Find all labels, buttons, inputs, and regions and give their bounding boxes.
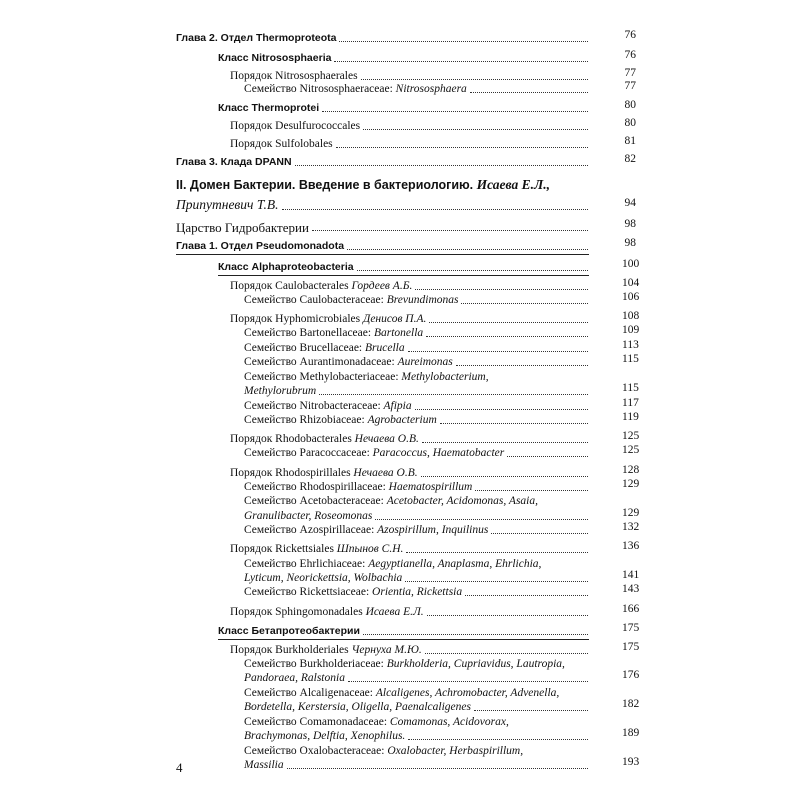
toc-leader-dots: [491, 533, 588, 534]
toc-entry-text: Порядок Sulfolobales: [230, 138, 333, 150]
toc-entry-text: Класс Thermoprotei: [218, 102, 320, 114]
toc-leader-dots: [474, 710, 588, 711]
toc-entry-text: Порядок Burkholderiales: [230, 644, 352, 656]
toc-entry-text: Порядок Rickettsiales: [230, 543, 337, 555]
toc-entry-italic-text: Гордеев А.Б.: [351, 280, 413, 292]
toc-entry-text: Порядок Sphingomonadales: [230, 606, 366, 618]
toc-entry-label: [244, 414, 437, 427]
toc-leader-dots: [348, 681, 588, 682]
toc-entry: [218, 98, 588, 115]
toc-page-number: 175: [622, 622, 640, 634]
toc-page-number: 119: [622, 411, 639, 423]
toc-entry-text: Порядок Nitrososphaerales: [230, 70, 358, 82]
toc-entry-label: [244, 759, 284, 772]
toc-entry-text: Семейство Comamonadaceae:: [244, 716, 390, 728]
toc-leader-dots: [339, 41, 588, 42]
toc-entry-italic-text: Brachymonas, Delftia, Xenophilus.: [244, 730, 406, 742]
toc-entry-text: Семейство Nitrososphaeraceae:: [244, 83, 396, 95]
toc-entry: [176, 152, 588, 169]
toc-leader-dots: [312, 230, 588, 231]
toc-entry-text: Семейство Brucellaceae:: [244, 342, 365, 354]
toc-entry-italic-text: Bordetella, Kerstersia, Oligella, Paenalcaligenes: [244, 701, 471, 713]
toc-entry: [244, 520, 588, 537]
toc-entry-italic-text: Brevundimonas: [386, 294, 459, 306]
toc-entry: [176, 28, 588, 45]
toc-page-number: 182: [622, 698, 640, 710]
toc-entry: [218, 257, 588, 274]
toc-entry: [176, 196, 588, 213]
toc-leader-dots: [440, 423, 588, 424]
toc-entry-italic-text: Haematospirillum: [388, 481, 473, 493]
toc-page-number: 106: [622, 291, 640, 303]
toc-leader-dots: [408, 739, 588, 740]
toc-page-number: 143: [622, 583, 640, 595]
toc-entry: [244, 290, 588, 307]
toc-entry-italic-text: Pandoraea, Ralstonia: [244, 672, 345, 684]
toc-page-number: 100: [622, 258, 640, 270]
toc-entry-text: Порядок Caulobacterales: [230, 280, 352, 292]
toc-entry-text: Порядок Hyphomicrobiales: [230, 313, 363, 325]
toc-page-number: 76: [624, 29, 636, 41]
toc-entry-italic-text: Acetobacter, Acidomonas, Asaia,: [386, 495, 538, 507]
toc-page-number: 129: [622, 507, 640, 519]
toc-leader-dots: [347, 249, 588, 250]
toc-entry-text: Семейство Alcaligenaceae:: [244, 687, 376, 699]
toc-entry-text: II. Домен Бактерии. Введение в бактериологию.: [176, 178, 477, 192]
toc-entry-italic-text: Methylorubrum: [244, 385, 317, 397]
toc-entry-label: [176, 221, 309, 234]
toc-entry-text: Семейство Rhodospirillaceae:: [244, 481, 389, 493]
toc-entry: [176, 236, 588, 253]
toc-leader-dots: [319, 394, 588, 395]
toc-entry: [244, 443, 588, 460]
toc-page-number: 80: [624, 99, 636, 111]
toc-entry: [218, 621, 588, 638]
toc-entry-italic-text: Agrobacterium: [367, 414, 437, 426]
toc-entry-label: [218, 261, 354, 274]
toc-entry-italic-text: Исаева Е.Л.,: [476, 177, 550, 192]
toc-entry-italic-text: Massilia: [244, 759, 284, 771]
toc-entry-text: Порядок Desulfurococcales: [230, 120, 361, 132]
toc-leader-dots: [287, 768, 588, 769]
toc-entry-label: [244, 586, 462, 599]
toc-entry-label: [218, 102, 319, 115]
toc-entry-label: [244, 524, 488, 537]
toc-entry-label: [176, 32, 336, 45]
toc-entry: [244, 410, 588, 427]
toc-entry-label: [244, 83, 467, 96]
toc-entry-text: Класс Nitrososphaeria: [218, 52, 332, 64]
toc-page-number: 193: [622, 756, 640, 768]
toc-page-number: 141: [622, 569, 640, 581]
toc-entry-text: Семейство Methylobacteriaceae:: [244, 371, 402, 383]
toc-entry-italic-text: Нечаева О.В.: [353, 467, 418, 479]
toc-leader-dots: [336, 147, 588, 148]
toc-entry-text: Глава 3. Клада DPANN: [176, 156, 292, 168]
toc-entry-label: [176, 240, 344, 253]
toc-page-number: 175: [622, 641, 640, 653]
toc-entry-text: Семейство Rickettsiaceae:: [244, 586, 373, 598]
toc-entry-italic-text: Azospirillum, Inquilinus: [377, 524, 489, 536]
toc-entry-label: [218, 625, 360, 638]
toc-entry-text: Класс Бетапротеобактерии: [218, 625, 360, 637]
toc-page-number: 104: [622, 277, 640, 289]
toc-entry-italic-text: Припутневич Т.В.: [176, 197, 279, 212]
toc-entry-italic-text: Oxalobacter, Herbaspirillum,: [387, 745, 524, 757]
toc-page-number: 76: [624, 49, 636, 61]
toc-entry-italic-text: Bartonella: [373, 327, 424, 339]
toc-entry-italic-text: Шпынов С.Н.: [336, 543, 404, 555]
toc-entry-text: Порядок Rhodobacterales: [230, 433, 355, 445]
toc-entry-text: Семейство Burkholderiaceae:: [244, 658, 387, 670]
toc-entry-italic-text: Afipia: [383, 400, 412, 412]
toc-leader-dots: [507, 456, 588, 457]
toc-entry-text: Семейство Rhizobiaceae:: [244, 414, 368, 426]
toc-entry-text: Семейство Paracoccaceae:: [244, 447, 373, 459]
toc-page-number: 136: [622, 540, 640, 552]
toc-entry-label: [230, 138, 333, 151]
toc-entry-text: Порядок Rhodospirillales: [230, 467, 354, 479]
toc-leader-dots: [426, 336, 588, 337]
toc-leader-dots: [282, 209, 588, 210]
toc-leader-dots: [406, 552, 588, 553]
toc-page-number: 132: [622, 521, 640, 533]
toc-page-number: 80: [624, 117, 636, 129]
toc-entry-italic-text: Aegyptianella, Anaplasma, Ehrlichia,: [368, 558, 542, 570]
toc-leader-dots: [295, 165, 588, 166]
toc-entry-label: [218, 52, 331, 65]
toc-entry-italic-text: Orientia, Rickettsia: [372, 586, 463, 598]
toc-page-number: 98: [624, 218, 636, 230]
toc-leader-dots: [322, 111, 588, 112]
page-number: 4: [176, 760, 183, 775]
toc-entry: [244, 79, 588, 96]
toc-page-number: 117: [622, 397, 639, 409]
toc-entry-italic-text: Nitrososphaera: [395, 83, 467, 95]
toc-entry-italic-text: Comamonas, Acidovorax,: [389, 716, 509, 728]
toc-entry: [218, 48, 588, 65]
toc-entry: [230, 602, 588, 619]
toc-entry-italic-text: Methylobacterium,: [401, 371, 489, 383]
toc-entry-text: Семейство Azospirillaceae:: [244, 524, 378, 536]
toc-entry-label: [176, 156, 292, 169]
toc-page-number: 115: [622, 382, 639, 394]
toc-entry-text: Царство Гидробактерии: [176, 220, 309, 235]
toc-leader-dots: [456, 365, 588, 366]
section-underline: [176, 254, 589, 255]
toc-page-number: 189: [622, 727, 640, 739]
toc-entry-label: [176, 178, 550, 192]
toc-entry-label: [244, 447, 504, 460]
toc-entry: [176, 175, 596, 192]
toc-entry-text: Семейство Ehrlichiaceae:: [244, 558, 369, 570]
toc-entry-label: [176, 198, 279, 213]
toc-entry-text: Семейство Nitrobacteraceae:: [244, 400, 384, 412]
toc-leader-dots: [470, 92, 588, 93]
toc-entry-italic-text: Денисов П.А.: [363, 313, 427, 325]
toc-entry-label: [230, 606, 424, 619]
toc-entry: [230, 116, 588, 133]
toc-page-number: 77: [624, 67, 636, 79]
toc-entry-text: Семейство Bartonellaceae:: [244, 327, 374, 339]
toc-entry-text: Семейство Aurantimonadaceae:: [244, 356, 398, 368]
toc-entry: [244, 582, 588, 599]
toc-entry-italic-text: Paracoccus, Haematobacter: [372, 447, 505, 459]
toc-page-number: 176: [622, 669, 640, 681]
toc-entry-italic-text: Lyticum, Neorickettsia, Wolbachia: [244, 572, 403, 584]
toc-page-number: 82: [624, 153, 636, 165]
toc-page-number: 115: [622, 353, 639, 365]
toc-entry-italic-text: Aureimonas: [397, 356, 453, 368]
toc-leader-dots: [363, 634, 588, 635]
toc-entry-label: [230, 120, 360, 133]
toc-entry-label: [244, 294, 458, 307]
toc-page-number: 77: [624, 80, 636, 92]
toc-entry-text: Класс Alphaproteobacteria: [218, 261, 354, 273]
toc-page-number: 128: [622, 464, 640, 476]
toc-page-number: 81: [624, 135, 636, 147]
toc-entry: [230, 134, 588, 151]
toc-leader-dots: [334, 61, 588, 62]
toc-entry-text: Глава 2. Отдел Thermoproteota: [176, 32, 337, 44]
toc-leader-dots: [427, 615, 588, 616]
toc-page-number: 98: [624, 237, 636, 249]
toc-leader-dots: [357, 270, 588, 271]
toc-page-number: 108: [622, 310, 640, 322]
toc-entry-italic-text: Alcaligenes, Achromobacter, Advenella,: [375, 687, 560, 699]
toc-entry-italic-text: Чернуха М.Ю.: [351, 644, 422, 656]
toc-page-number: 125: [622, 444, 640, 456]
toc-entry-text: Семейство Caulobacteraceae:: [244, 294, 387, 306]
toc-entry-italic-text: Granulibacter, Roseomonas: [244, 510, 373, 522]
toc-leader-dots: [461, 303, 588, 304]
toc-entry: [176, 217, 588, 234]
toc-entry-italic-text: Burkholderia, Cupriavidus, Lautropia,: [386, 658, 565, 670]
toc-entry-text: Глава 1. Отдел Pseudomonadota: [176, 240, 345, 252]
toc-entry-text: Семейство Oxalobacteraceae:: [244, 745, 388, 757]
toc-entry-italic-text: Исаева Е.Л.: [365, 606, 424, 618]
toc-page-number: 109: [622, 324, 640, 336]
toc-page-number: 94: [624, 197, 636, 209]
toc-page-number: 129: [622, 478, 640, 490]
toc-entry-italic-text: Brucella: [365, 342, 405, 354]
toc-page-number: 166: [622, 603, 640, 615]
toc-page-number: 113: [622, 339, 639, 351]
toc-leader-dots: [363, 129, 588, 130]
toc-leader-dots: [465, 595, 588, 596]
toc-entry-text: Семейство Acetobacteraceae:: [244, 495, 387, 507]
toc-entry: [244, 755, 588, 772]
toc-page-number: 125: [622, 430, 640, 442]
toc-entry-italic-text: Нечаева О.В.: [354, 433, 419, 445]
